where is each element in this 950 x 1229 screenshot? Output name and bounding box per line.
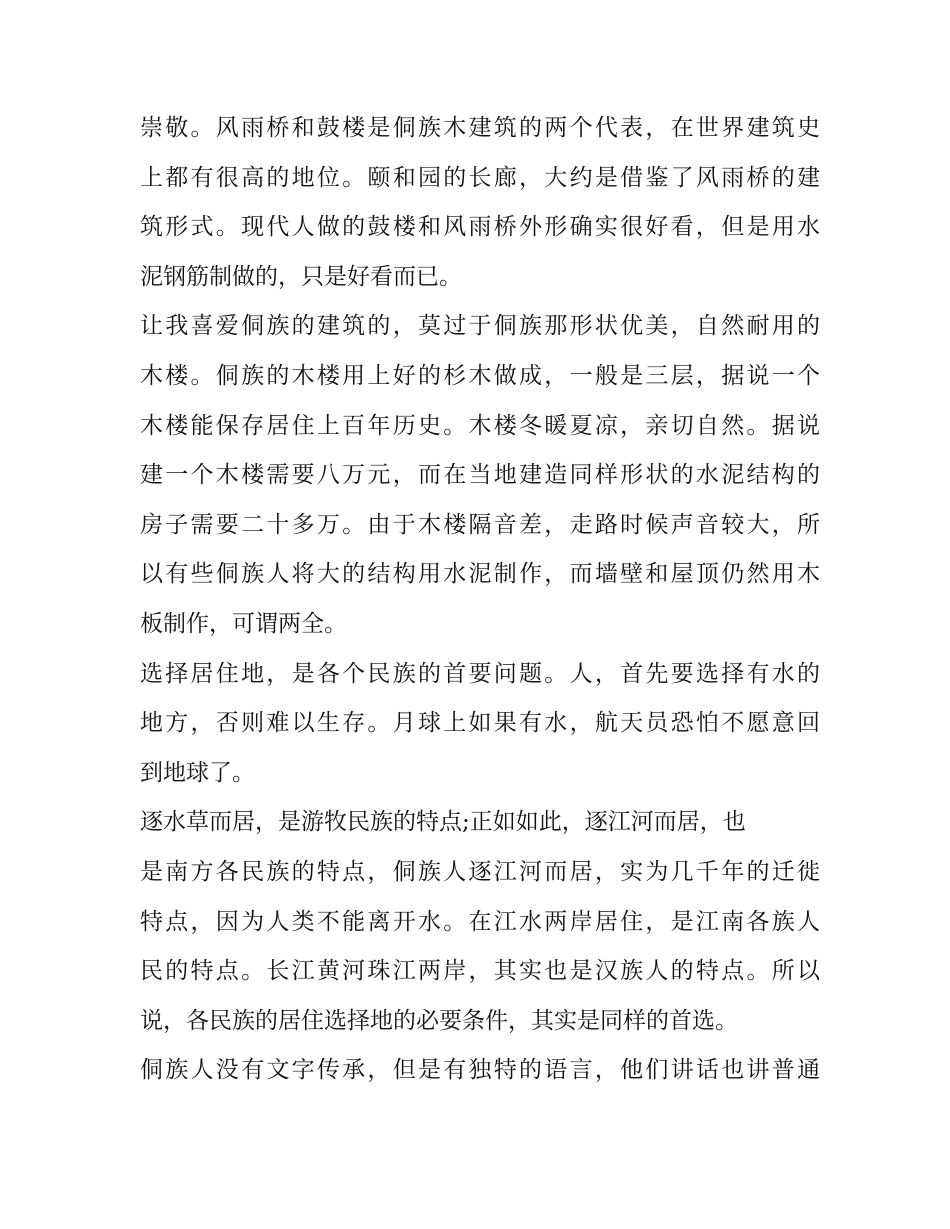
text-line: 说，各民族的居住选择地的必要条件，其实是同样的首选。 [140,1007,738,1034]
text-line: 是南方各民族的特点，侗族人逐江河而居，实为几千年的迁徙 [140,858,820,885]
text-line: 板制作，可谓两全。 [140,610,347,637]
body-text [140,104,820,1096]
text-line: 木楼能保存居住上百年历史。木楼冬暖夏凉，亲切自然。据说 [140,412,820,439]
text-line: 特点，因为人类不能离开水。在江水两岸居住，是江南各族人 [140,908,820,935]
text-line: 泥钢筋制做的，只是好看而已。 [140,263,462,290]
text-line: 选择居住地，是各个民族的首要问题。人，首先要选择有水的 [140,660,820,687]
text-line: 上都有很高的地位。颐和园的长廊，大约是借鉴了风雨桥的建 [140,164,820,191]
text-line: 逐水草而居，是游牧民族的特点;正如如此，逐江河而居，也 [140,809,746,836]
text-line: 木楼。侗族的木楼用上好的杉木做成，一般是三层，据说一个 [140,362,820,389]
text-line: 筑形式。现代人做的鼓楼和风雨桥外形确实很好看，但是用水 [140,214,820,241]
text-line: 房子需要二十多万。由于木楼隔音差，走路时候声音较大，所 [140,511,820,538]
text-line: 到地球了。 [140,759,255,786]
text-line: 建一个木楼需要八万元，而在当地建造同样形状的水泥结构的 [140,462,820,489]
text-line: 民的特点。长江黄河珠江两岸，其实也是汉族人的特点。所以 [140,958,820,985]
text-line: 侗族人没有文字传承，但是有独特的语言，他们讲话也讲普通 [140,1057,820,1084]
text-line: 崇敬。风雨桥和鼓楼是侗族木建筑的两个代表，在世界建筑史 [140,115,820,141]
text-line: 地方，否则难以生存。月球上如果有水，航天员恐怕不愿意回 [140,710,820,737]
text-line: 让我喜爱侗族的建筑的，莫过于侗族那形状优美，自然耐用的 [140,313,820,340]
text-line: 以有些侗族人将大的结构用水泥制作，而墙壁和屋顶仍然用木 [140,561,820,588]
